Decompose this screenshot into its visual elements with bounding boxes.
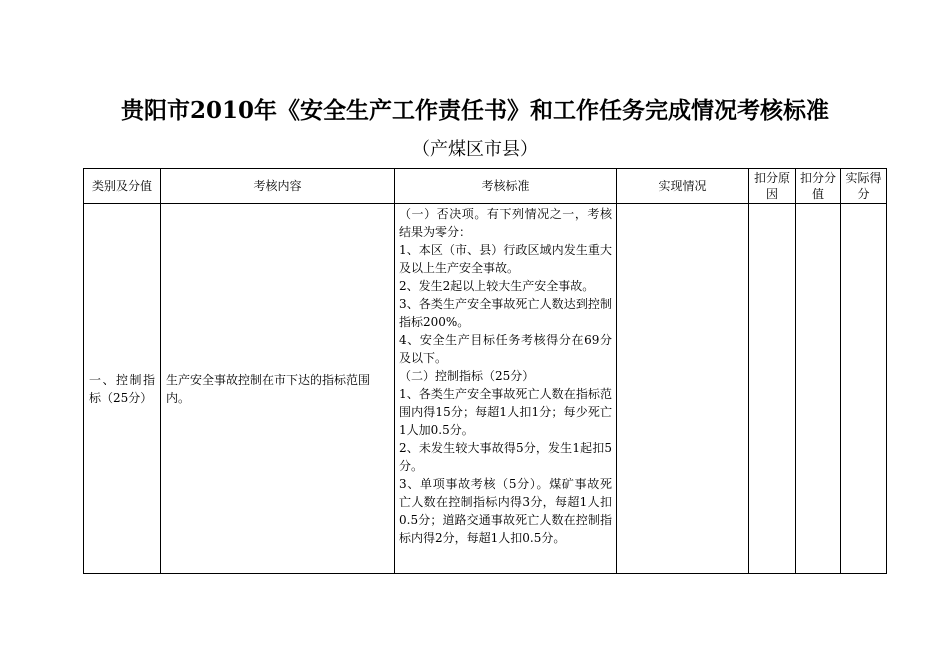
document-title: 贵阳市2010年《安全生产工作责任书》和工作任务完成情况考核标准 — [120, 97, 829, 124]
standard-line: 1、各类生产安全事故死亡人数在指标范围内得15分；每超1人扣1分；每少死亡1人加0.5分。 — [399, 387, 612, 437]
category-cell: 一、控制指标（25分） — [84, 204, 161, 574]
content-cell: 生产安全事故控制在市下达的指标范围内。 — [161, 204, 395, 574]
deduct-reason-cell — [749, 204, 796, 574]
header-actual-score: 实际得分 — [841, 169, 887, 204]
standard-line: 2、未发生较大事故得5分，发生1起扣5分。 — [399, 441, 612, 473]
header-content: 考核内容 — [161, 169, 395, 204]
standard-cell — [395, 204, 617, 574]
deduct-points-cell — [796, 204, 841, 574]
standard-line: 3、单项事故考核（5分）。煤矿事故死亡人数在控制指标内得3分，每超1人扣0.5分；道路交通事故死亡人数在控制指标内得2分，每超1人扣0.5分。 — [399, 477, 612, 545]
table-header-row — [84, 169, 887, 204]
header-category: 类别及分值 — [84, 169, 161, 204]
standard-line: （一）否决项。有下列情况之一，考核结果为零分： — [399, 207, 612, 239]
header-actual: 实现情况 — [617, 169, 749, 204]
standard-line: 3、各类生产安全事故死亡人数达到控制指标200%。 — [399, 297, 612, 329]
standard-line: （二）控制指标（25分） — [399, 369, 535, 383]
assessment-table — [83, 168, 887, 574]
header-deduct-reason: 扣分原因 — [749, 169, 796, 204]
header-deduct-points: 扣分分值 — [796, 169, 841, 204]
header-standard: 考核标准 — [395, 169, 617, 204]
actual-score-cell — [841, 204, 887, 574]
table-row — [84, 204, 887, 574]
standard-line: 1、本区（市、县）行政区域内发生重大及以上生产安全事故。 — [399, 243, 612, 275]
document-subtitle: （产煤区市县） — [412, 139, 538, 160]
standard-line: 2、发生2起以上较大生产安全事故。 — [399, 279, 595, 293]
standard-line: 4、安全生产目标任务考核得分在69分及以下。 — [399, 333, 612, 365]
actual-cell — [617, 204, 749, 574]
